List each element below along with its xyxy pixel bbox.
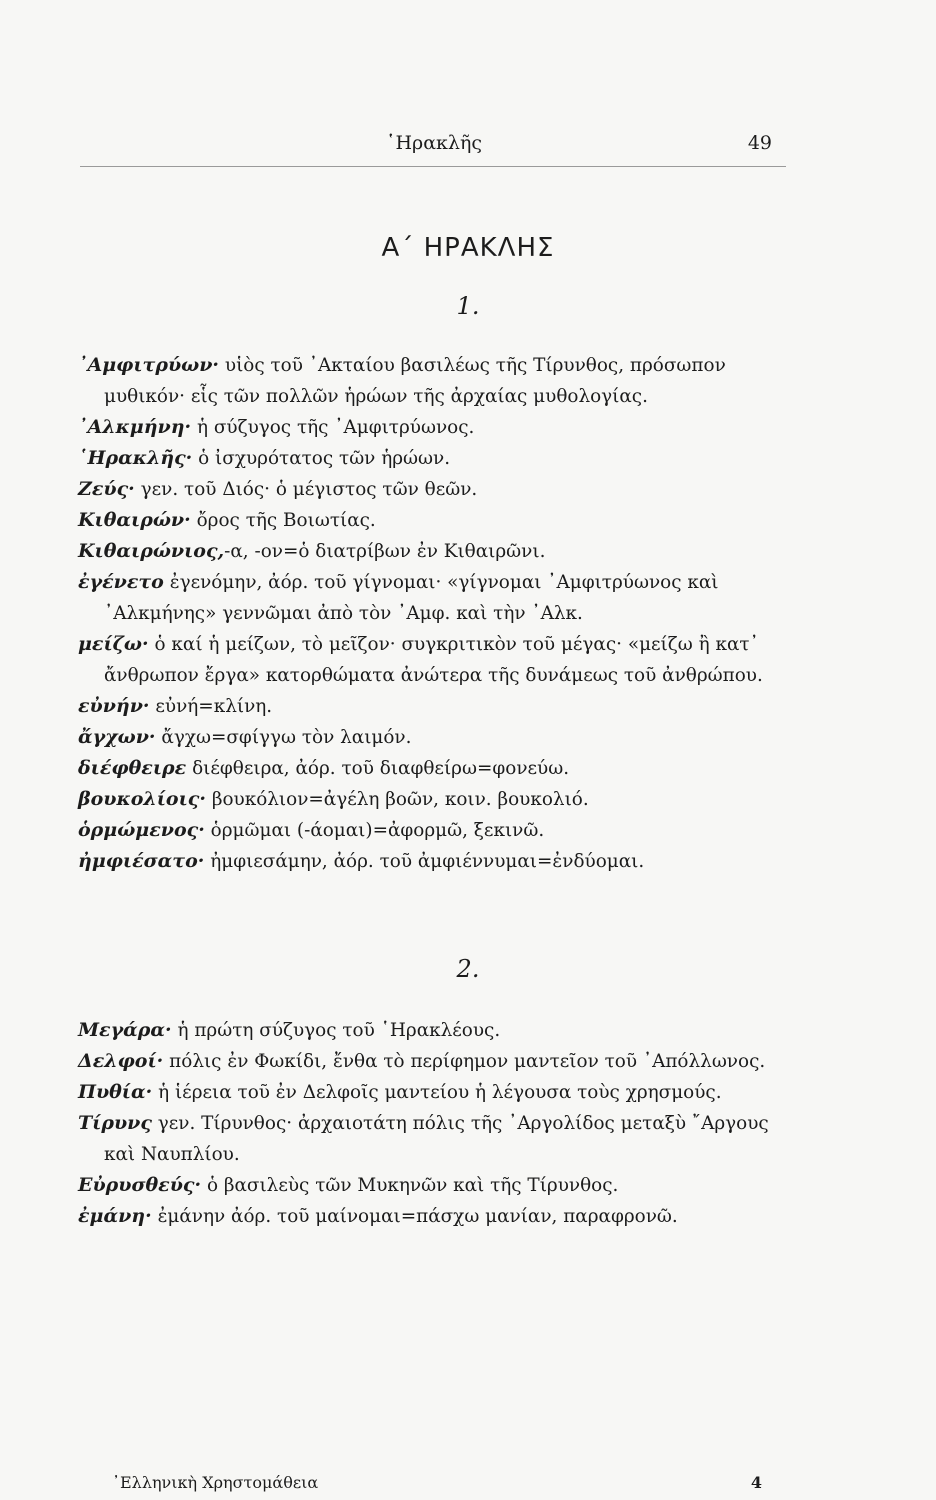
glossary-entry: [78, 443, 792, 474]
entry-gloss: ἄγχω=σφίγγω τὸν λαιμόν.: [161, 727, 412, 748]
chapter-title: Α΄ ΗΡΑΚΛΗΣ: [381, 233, 555, 263]
entry-term: εὐνήν·: [78, 695, 150, 717]
section-number: 2.: [456, 955, 480, 983]
entry-term: ἐμάνη·: [78, 1205, 152, 1227]
entry-term: μείζω·: [78, 633, 149, 655]
glossary-entry: [78, 412, 792, 443]
signature-mark: 4: [750, 1473, 762, 1492]
glossary-entry: [78, 474, 792, 505]
glossary-entry: [78, 722, 792, 753]
page-header: [78, 128, 790, 162]
entry-term: Τίρυνς: [78, 1112, 152, 1134]
glossary-entry: [78, 1046, 792, 1077]
entry-term: Ζεύς·: [78, 478, 135, 500]
glossary-entry: [78, 1201, 792, 1232]
entry-term: βουκολίοις·: [78, 788, 206, 810]
entry-gloss: ἐγενόμην, ἀόρ. τοῦ γίγνομαι· «γίγνομαι ᾿Αμφιτρύωνος καὶ ᾿Αλκμήνης» γεννῶμαι ἀπὸ τὸν ᾿Αμφ. καὶ τὴν ᾿Αλκ.: [104, 572, 719, 624]
glossary-entry: [78, 846, 792, 877]
entry-gloss: εὐνή=κλίνη.: [155, 696, 273, 717]
glossary-entry: [78, 536, 792, 567]
glossary-section-1: [78, 350, 792, 877]
running-title: ῾Ηρακλῆς: [385, 132, 482, 154]
entry-term: ῾Ηρακλῆς·: [78, 447, 193, 469]
page-number: 49: [747, 132, 772, 154]
entry-gloss: βουκόλιον=ἀγέλη βοῶν, κοιν. βουκολιό.: [211, 789, 589, 810]
entry-gloss: ὁ βασιλεὺς τῶν Μυκηνῶν καὶ τῆς Τίρυνθος.: [206, 1175, 619, 1196]
entry-gloss: -α, -ον=ὁ διατρίβων ἐν Κιθαιρῶνι.: [224, 541, 546, 562]
entry-gloss: ὁ ἰσχυρότατος τῶν ἡρώων.: [198, 448, 451, 469]
entry-term: Εὐρυσθεύς·: [78, 1174, 202, 1196]
entry-term: ἠμφιέσατο·: [78, 850, 205, 872]
entry-term: Μεγάρα·: [78, 1019, 172, 1041]
entry-term: ἐγένετο: [78, 571, 164, 593]
glossary-section-2: [78, 1015, 792, 1232]
entry-gloss: ἡ σύζυγος τῆς ᾿Αμφιτρύωνος.: [197, 417, 475, 438]
entry-gloss: ὁρμῶμαι (-άομαι)=ἀφορμῶ, ξεκινῶ.: [210, 820, 545, 841]
entry-gloss: γεν. τοῦ Διός· ὁ μέγιστος τῶν θεῶν.: [140, 479, 478, 500]
entry-term: ἄγχων·: [78, 726, 156, 748]
glossary-entry: [78, 753, 792, 784]
entry-term: Δελφοί·: [78, 1050, 164, 1072]
entry-term: διέφθειρε: [78, 757, 187, 779]
glossary-entry: [78, 1077, 792, 1108]
entry-gloss: ἡ πρώτη σύζυγος τοῦ ῾Ηρακλέους.: [177, 1020, 501, 1041]
entry-gloss: γεν. Τίρυνθος· ἀρχαιοτάτη πόλις τῆς ᾿Αργολίδος μεταξὺ ῎Αργους καὶ Ναυπλίου.: [104, 1113, 769, 1165]
entry-gloss: υἱὸς τοῦ ᾿Ακταίου βασιλέως τῆς Τίρυνθος, πρόσωπον μυθικόν· εἷς τῶν πολλῶν ἡρώων τῆς ἀρχαίας μυθολογίας.: [104, 355, 726, 407]
header-rule: [80, 166, 786, 167]
entry-gloss: ἠμφιεσάμην, ἀόρ. τοῦ ἀμφιέννυμαι=ἐνδύομαι.: [210, 851, 645, 872]
entry-term: ὁρμώμενος·: [78, 819, 205, 841]
glossary-entry: [78, 1108, 792, 1170]
entry-gloss: πόλις ἐν Φωκίδι, ἔνθα τὸ περίφημον μαντεῖον τοῦ ᾿Απόλλωνος.: [169, 1051, 766, 1072]
glossary-entry: [78, 567, 792, 629]
glossary-entry: [78, 350, 792, 412]
entry-gloss: ἐμάνην ἀόρ. τοῦ μαίνομαι=πάσχω μανίαν, παραφρονῶ.: [157, 1206, 678, 1227]
entry-term: ᾿Αλκμήνη·: [78, 416, 192, 438]
glossary-entry: [78, 1170, 792, 1201]
entry-gloss: ὄρος τῆς Βοιωτίας.: [196, 510, 376, 531]
entry-term: Κιθαιρών·: [78, 509, 191, 531]
glossary-entry: [78, 629, 792, 691]
glossary-entry: [78, 691, 792, 722]
glossary-entry: [78, 784, 792, 815]
entry-term: ᾿Αμφιτρύων·: [78, 354, 220, 376]
entry-term: Πυθία·: [78, 1081, 153, 1103]
section-number: 1.: [456, 292, 480, 320]
entry-gloss: ὁ καί ἡ μείζων, τὸ μεῖζον· συγκριτικὸν τοῦ μέγας· «μείζω ἢ κατ᾿ ἄνθρωπον ἔργα» κατορθώματα ἀνώτερα τῆς δυνάμεως τοῦ ἀνθρώπου.: [104, 634, 763, 686]
footer-book-title: ᾿Ελληνικὴ Χρηστομάθεια: [112, 1473, 319, 1492]
entry-gloss: ἡ ἱέρεια τοῦ ἐν Δελφοῖς μαντείου ἡ λέγουσα τοὺς χρησμούς.: [158, 1082, 722, 1103]
glossary-entry: [78, 1015, 792, 1046]
glossary-entry: [78, 505, 792, 536]
entry-term: Κιθαιρώνιος,: [78, 540, 225, 562]
glossary-entry: [78, 815, 792, 846]
entry-gloss: διέφθειρα, ἀόρ. τοῦ διαφθείρω=φονεύω.: [192, 758, 570, 779]
